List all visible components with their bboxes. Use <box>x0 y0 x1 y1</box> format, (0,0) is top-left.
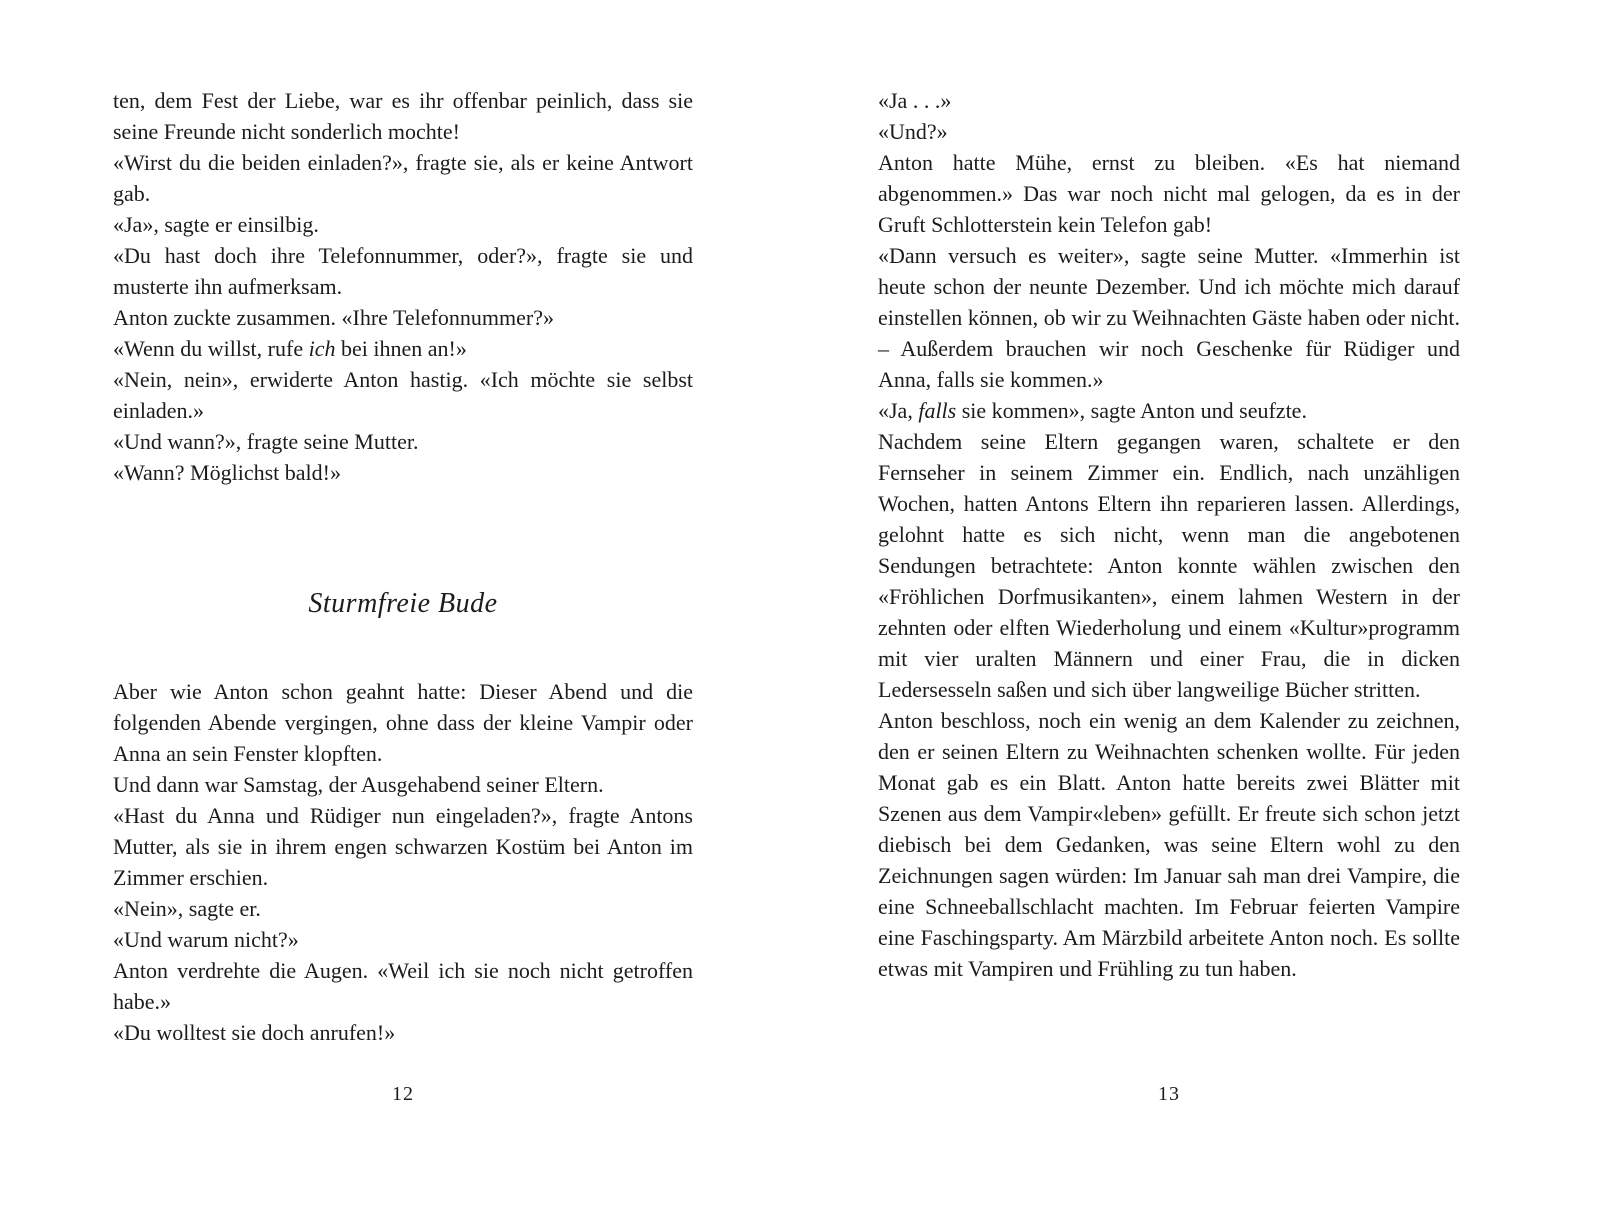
left-page <box>113 85 693 1048</box>
paragraph <box>878 395 1460 426</box>
text-run: «Ja», sagte er einsilbig. <box>113 212 319 237</box>
text-run: «Wirst du die beiden einladen?», fragte sie, als er keine Antwort gab. <box>113 150 693 206</box>
paragraph <box>113 333 693 364</box>
paragraph <box>878 147 1460 240</box>
text-run: «Und?» <box>878 119 948 144</box>
paragraph <box>113 955 693 1017</box>
text-run: «Hast du Anna und Rüdiger nun eingeladen?», fragte Antons Mutter, als sie in ihrem engen schwarzen Kostüm bei Anton im Zimmer erschien. <box>113 803 693 890</box>
paragraph <box>113 893 693 924</box>
paragraph <box>878 116 1460 147</box>
paragraph <box>113 426 693 457</box>
text-run: «Und warum nicht?» <box>113 927 299 952</box>
left-page-number: 12 <box>392 1083 414 1105</box>
text-run: «Wenn du willst, rufe <box>113 336 309 361</box>
paragraph <box>878 85 1460 116</box>
text-run: Nachdem seine Eltern gegangen waren, schaltete er den Fernseher in seinem Zimmer ein. Endlich, nach unzähligen Wochen, hatten Antons Eltern ihn reparieren lassen. Allerdings, gelohnt hatte es sich nicht, wenn man die angebotenen Sendungen betrachtete: Anton konnte wählen zwischen den «Fröhlichen Dorfmusikanten», einem lahmen Western in der zehnten oder elften Wiederholung und einem «Kultur»programm mit vier uralten Männern und einer Frau, die in dicken Ledersesseln saßen und sich über langweilige Bücher stritten. <box>878 429 1460 702</box>
text-run: sie kommen», sagte Anton und seufzte. <box>956 398 1307 423</box>
text-run: «Ja, <box>878 398 919 423</box>
right-page <box>878 85 1460 984</box>
text-run: «Und wann?», fragte seine Mutter. <box>113 429 419 454</box>
text-run: bei ihnen an!» <box>335 336 467 361</box>
text-run: «Du wolltest sie doch anrufen!» <box>113 1020 396 1045</box>
paragraph <box>113 457 693 488</box>
text-run: Anton hatte Mühe, ernst zu bleiben. «Es hat niemand abgenommen.» Das war noch nicht mal gelogen, da es in der Gruft Schlotterstein kein Telefon gab! <box>878 150 1460 237</box>
paragraph <box>113 302 693 333</box>
text-run: Anton verdrehte die Augen. «Weil ich sie noch nicht getroffen habe.» <box>113 958 693 1014</box>
text-run: «Ja . . .» <box>878 88 952 113</box>
text-run: Anton beschloss, noch ein wenig an dem Kalender zu zeichnen, den er seinen Eltern zu Weihnachten schenken wollte. Für jeden Monat gab es ein Blatt. Anton hatte bereits zwei Blätter mit Szenen aus dem Vampir«leben» gefüllt. Er freute sich schon jetzt diebisch bei dem Gedanken, was seine Eltern wohl zu den Zeichnungen sagen würden: Im Januar sah man drei Vampire, die eine Schneeballschlacht machten. Im Februar feierten Vampire eine Faschingsparty. Am Märzbild arbeitete Anton noch. Es sollte etwas mit Vampiren und Frühling zu tun haben. <box>878 708 1460 981</box>
right-page-text <box>878 85 1460 984</box>
paragraph <box>113 85 693 147</box>
text-run: ten, dem Fest der Liebe, war es ihr offenbar peinlich, dass sie seine Freunde nicht sonderlich mochte! <box>113 88 693 144</box>
emphasized-text: falls <box>918 398 957 423</box>
paragraph <box>113 209 693 240</box>
chapter-title: Sturmfreie Bude <box>308 588 498 619</box>
paragraph <box>113 769 693 800</box>
paragraph <box>113 800 693 893</box>
left-page-bottom-text <box>113 676 693 1048</box>
text-run: «Du hast doch ihre Telefonnummer, oder?», fragte sie und musterte ihn aufmerksam. <box>113 243 693 299</box>
paragraph <box>878 426 1460 705</box>
paragraph <box>113 1017 693 1048</box>
text-run: Anton zuckte zusammen. «Ihre Telefonnummer?» <box>113 305 554 330</box>
right-page-number: 13 <box>1158 1083 1180 1105</box>
text-run: «Nein, nein», erwiderte Anton hastig. «Ich möchte sie selbst einladen.» <box>113 367 693 423</box>
paragraph <box>113 147 693 209</box>
paragraph <box>113 240 693 302</box>
text-run: Und dann war Samstag, der Ausgehabend seiner Eltern. <box>113 772 604 797</box>
text-run: «Wann? Möglichst bald!» <box>113 460 341 485</box>
text-run: «Nein», sagte er. <box>113 896 261 921</box>
left-page-top-text <box>113 85 693 488</box>
paragraph <box>878 240 1460 395</box>
paragraph <box>113 924 693 955</box>
paragraph <box>113 364 693 426</box>
text-run: Aber wie Anton schon geahnt hatte: Dieser Abend und die folgenden Abende vergingen, ohne dass der kleine Vampir oder Anna an sein Fenster klopften. <box>113 679 693 766</box>
paragraph <box>878 705 1460 984</box>
text-run: «Dann versuch es weiter», sagte seine Mutter. «Immerhin ist heute schon der neunte Dezember. Und ich möchte mich darauf einstellen können, ob wir zu Weihnachten Gäste haben oder nicht. – Außerdem brauchen wir noch Geschenke für Rüdiger und Anna, falls sie kommen.» <box>878 243 1460 392</box>
paragraph <box>113 676 693 769</box>
emphasized-text: ich <box>308 336 336 361</box>
